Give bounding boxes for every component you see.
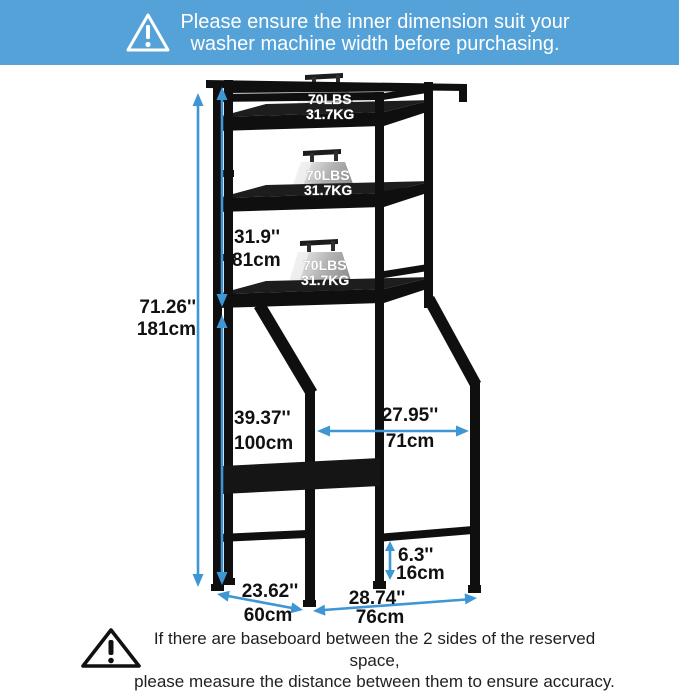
outer-width-inch: 28.74'' [348,588,406,609]
warning-banner [0,0,679,65]
depth-inch: 23.62'' [241,581,299,602]
warning-triangle-icon [125,12,171,54]
shelf-section-height-cm: 81cm [232,250,281,271]
rack-frame [206,80,481,607]
inner-width-inch: 27.95'' [381,405,439,426]
footer-line2: please measure the distance between them to ensure accuracy. [134,672,615,691]
depth-cm: 60cm [243,605,293,626]
svg-text:31.7KG: 31.7KG [301,272,350,288]
weight-lbs-label: 70LBS [308,91,352,107]
back-left-post [224,80,233,578]
weight-kg-label: 31.7KG [306,106,355,122]
right-foot-bar [377,526,473,542]
footer-line1: If there are baseboard between the 2 sides of the reserved space, [153,629,596,670]
clearance-height-cm: 100cm [234,433,294,454]
inner-width-cm: 71cm [385,431,435,452]
shelf-section-height-inch: 31.9'' [234,227,281,248]
outer-width-cm: 76cm [355,607,405,628]
footer-note [130,628,619,693]
total-height-inch: 71.26'' [139,297,196,318]
banner-text [170,11,580,55]
total-height-cm: 181cm [136,319,196,340]
banner-line2: washer machine width before purchasing. [190,33,560,55]
svg-text:70LBS: 70LBS [303,257,347,273]
svg-text:31.7KG: 31.7KG [304,182,353,198]
right-angled-leg [424,296,481,388]
clearance-height-inch: 39.37'' [234,408,291,429]
weight-labels [301,91,354,288]
back-right-post [424,82,433,308]
back-cross-band [222,458,380,494]
front-right-leg [375,92,384,581]
foot-bar-height-inch: 6.3'' [398,545,434,566]
banner-line1: Please ensure the inner dimension suit your [180,11,570,33]
front-left-post [213,88,222,584]
left-angled-leg [254,301,317,397]
foot-bar-height-cm: 16cm [396,563,445,584]
svg-text:70LBS: 70LBS [306,167,350,183]
